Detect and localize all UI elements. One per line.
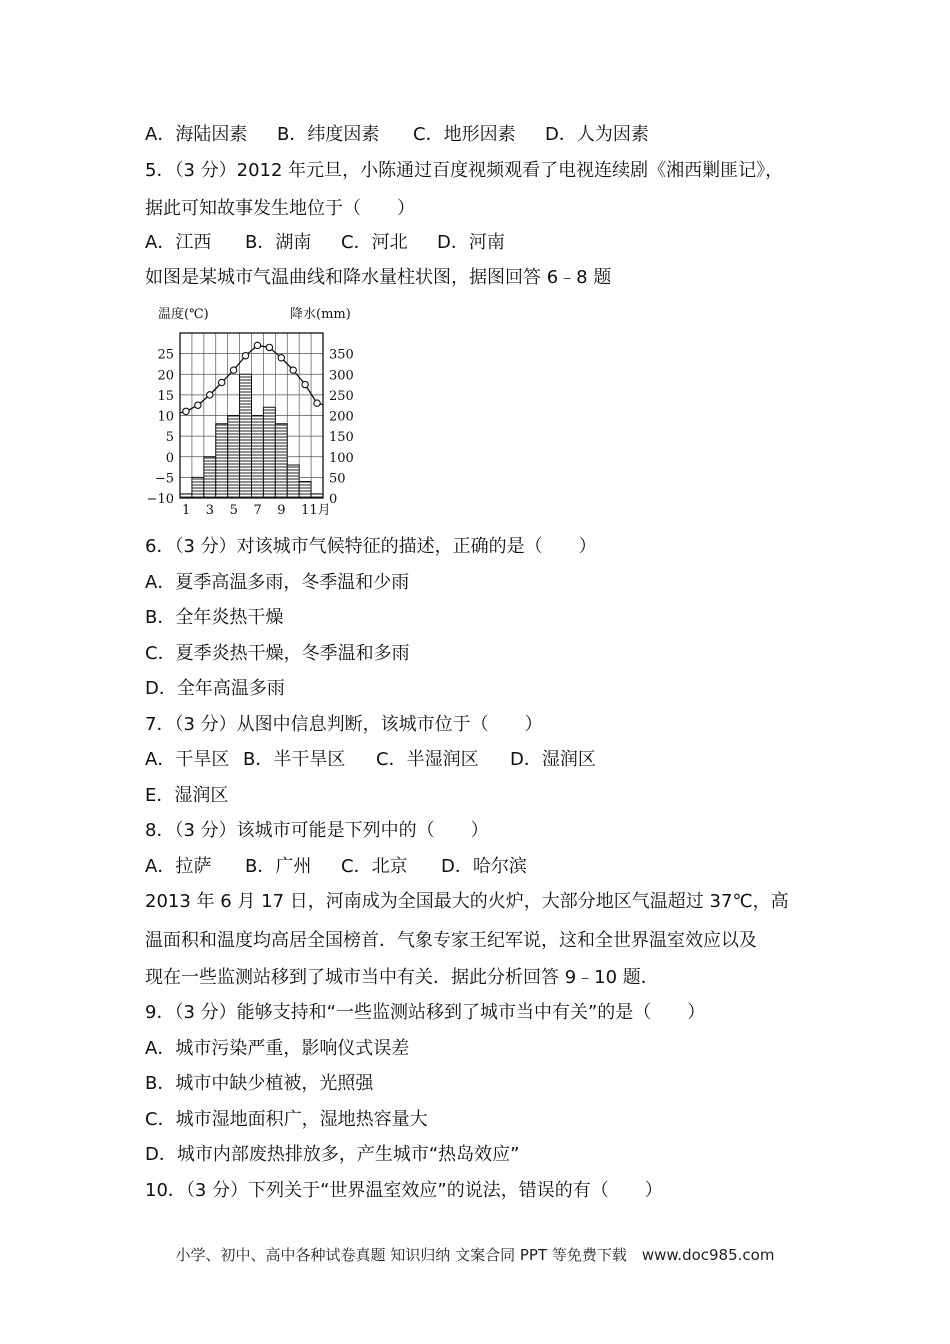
q8-option-b: B．广州 [245,856,312,877]
precip-axis-label: 降水(mm) [290,307,351,322]
temp-point [219,379,225,385]
temp-tick-label: 10 [157,409,174,425]
precip-tick-label: 50 [329,471,346,487]
precip-bar [228,416,240,499]
month-tick-labels [182,503,331,518]
q7-options [145,748,596,772]
q6-stem: 6．（3 分）对该城市气候特征的描述，正确的是（ ） [145,536,597,557]
temp-axis-label: 温度(℃) [158,307,209,322]
q5-option-b: B．湖南 [245,232,312,253]
passage-line1: 2013 年 6 月 17 日，河南成为全国最大的火炉，大部分地区气温超过 37℃，高 [145,891,789,912]
q6-option-c: C．夏季炎热干燥，冬季温和多雨 [145,643,410,664]
precip-bar [216,424,228,498]
temp-tick-label: 20 [157,368,174,384]
precip-bar [252,416,264,499]
q5-stem-line2: 据此可知故事发生地位于（ ） [145,198,415,219]
q7-option-d: D．湿润区 [510,749,596,770]
q4-option-d: D．人为因素 [545,124,649,145]
q7-option-a: A．干旱区 [145,749,230,770]
climate-chart [140,298,375,528]
precip-tick-label: 300 [329,368,354,384]
precip-tick-label: 100 [329,450,354,466]
q5-option-a: A．江西 [145,232,212,253]
month-tick-label: 11月 [301,503,331,518]
temp-point [266,344,272,350]
precip-tick-label: 250 [329,388,354,404]
intro-6-8: 如图是某城市气温曲线和降水量柱状图，据图回答 6﹣8 题 [145,267,612,288]
q7-stem: 7．（3 分）从图中信息判断，该城市位于（ ） [145,714,543,735]
q4-option-a: A．海陆因素 [145,124,248,145]
month-tick-label: 7 [253,503,262,518]
q8-options [145,855,527,879]
q5-options [145,231,505,255]
precip-tick-labels [329,348,354,507]
page-footer: 小学、初中、高中各种试卷真题 知识归纳 文案合同 PPT 等免费下载 www.doc985.com [175,1246,775,1264]
precip-tick-label: 150 [329,430,354,446]
q8-option-d: D．哈尔滨 [441,856,527,877]
temp-tick-label: 25 [157,347,174,363]
q5-option-c: C．河北 [341,232,408,253]
precip-bar [275,424,287,498]
precip-bar [299,482,311,499]
q8-option-c: C．北京 [341,856,408,877]
passage-line3: 现在一些监测站移到了城市当中有关．据此分析回答 9﹣10 题． [145,967,659,988]
q5-stem-line1: 5．（3 分）2012 年元旦，小陈通过百度视频观看了电视连续剧《湘西剿匪记》， [145,160,784,181]
temp-point [183,408,189,414]
temp-point [278,355,284,361]
q7-option-e: E．湿润区 [145,785,229,806]
q9-stem: 9．（3 分）能够支持和“一些监测站移到了城市当中有关”的是（ ） [145,1002,706,1023]
temp-tick-label: 15 [157,388,174,404]
precip-bar [192,477,204,498]
q6-option-d: D．全年高温多雨 [145,678,285,699]
q4-option-b: B．纬度因素 [277,124,380,145]
q8-option-a: A．拉萨 [145,856,212,877]
precip-bar [263,407,275,498]
precip-bar [240,374,252,498]
q5-option-d: D．河南 [437,232,505,253]
passage-line2: 温面积和温度均高居全国榜首．气象专家王纪军说，这和全世界温室效应以及 [145,930,757,951]
temp-point [314,400,320,406]
q6-option-b: B．全年炎热干燥 [145,607,284,628]
month-tick-label: 3 [205,503,215,518]
q9-option-b: B．城市中缺少植被，光照强 [145,1073,374,1094]
temp-point [290,367,296,373]
temp-point [254,342,260,348]
q10-stem: 10．（3 分）下列关于“世界温室效应”的说法，错误的有（ ） [145,1180,663,1201]
month-tick-label: 1 [181,503,191,518]
temp-tick-label: 5 [165,430,174,446]
precip-tick-label: 200 [329,409,354,425]
temp-point [302,381,308,387]
q9-option-c: C．城市湿地面积广，湿地热容量大 [145,1109,428,1130]
q4-options [145,123,649,147]
temp-tick-label: −5 [154,471,174,487]
q8-stem: 8．（3 分）该城市可能是下列中的（ ） [145,820,489,841]
temp-point [207,392,213,398]
precip-tick-label: 0 [329,492,338,507]
precip-bar [287,465,299,498]
q7-option-c: C．半湿润区 [376,749,479,770]
temp-tick-labels [147,348,174,507]
month-tick-label: 5 [229,503,238,518]
precip-bar [204,457,216,498]
temp-tick-label: 0 [165,450,174,466]
temp-point [195,402,201,408]
q9-option-d: D．城市内部废热排放多，产生城市“热岛效应” [145,1144,520,1165]
temp-point [242,352,248,358]
precip-tick-label: 350 [329,347,354,363]
q6-option-a: A．夏季高温多雨，冬季温和少雨 [145,572,410,593]
month-tick-label: 9 [277,503,286,518]
q9-option-a: A．城市污染严重，影响仪式误差 [145,1038,410,1059]
q4-option-c: C．地形因素 [413,124,516,145]
temp-tick-label: −10 [146,492,174,507]
temp-point [230,367,236,373]
q7-option-b: B．半干旱区 [243,749,346,770]
